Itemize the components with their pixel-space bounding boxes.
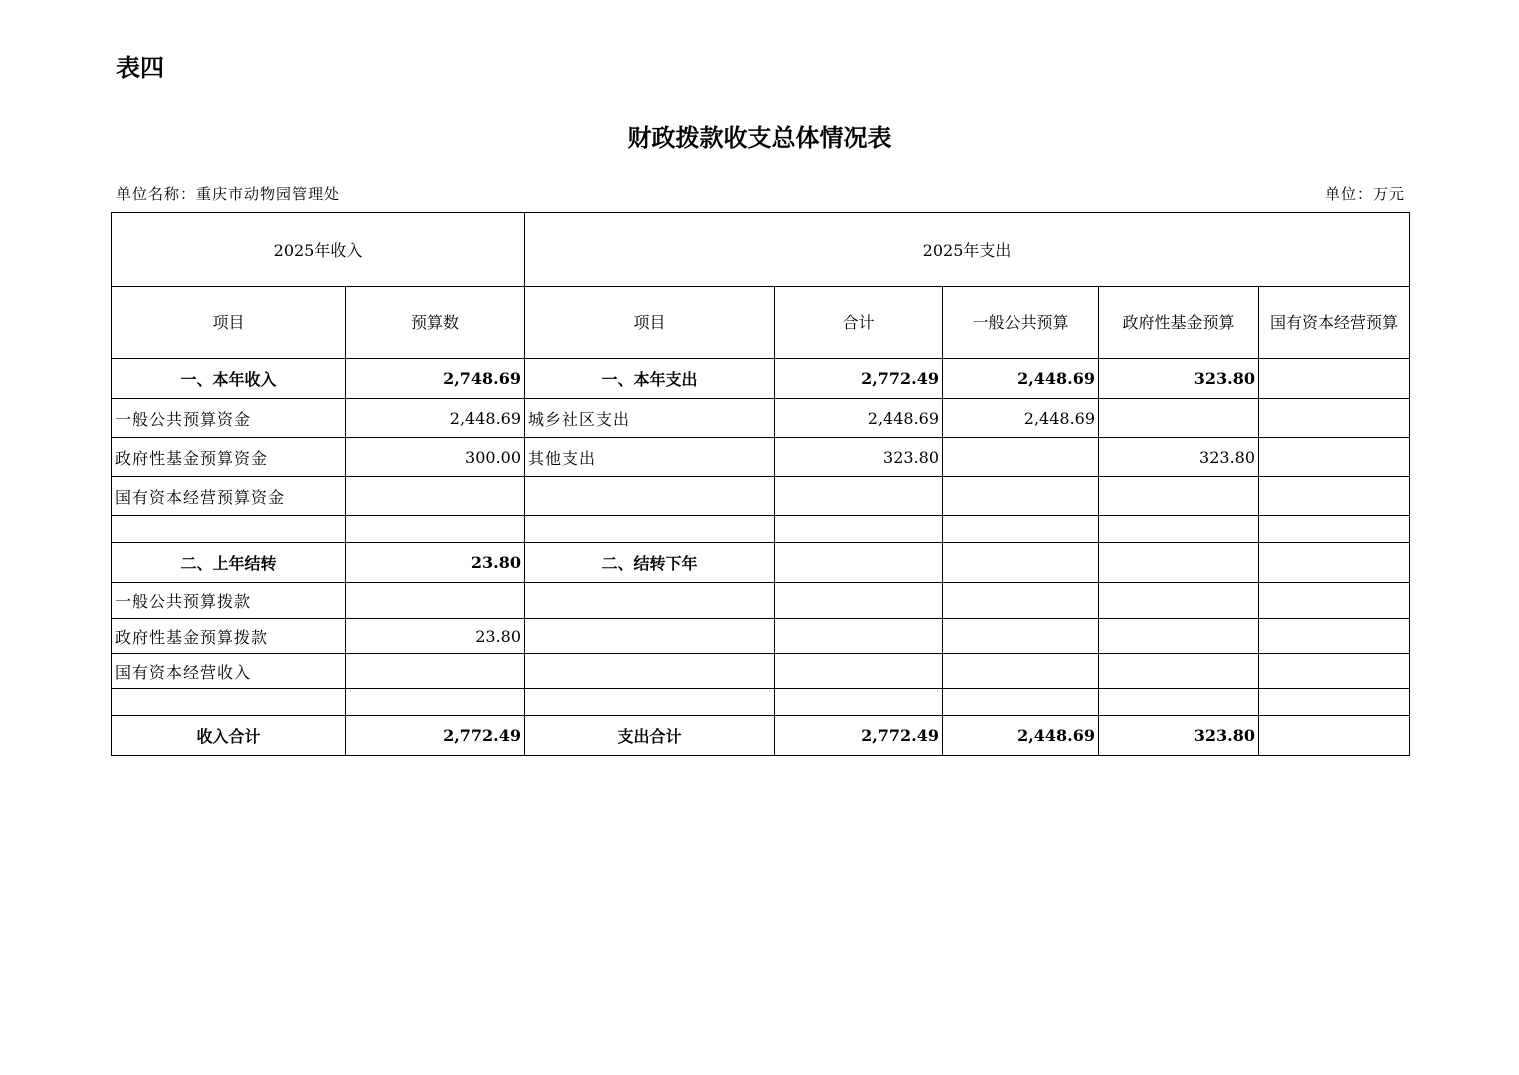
cell: [525, 477, 775, 516]
cell: [1259, 716, 1410, 756]
col-gov-fund-budget: 政府性基金预算: [1099, 287, 1259, 359]
cell: [346, 689, 525, 716]
cell: 支出合计: [525, 716, 775, 756]
cell: 收入合计: [112, 716, 346, 756]
cell: [1099, 619, 1259, 654]
cell: 城乡社区支出: [525, 399, 775, 438]
cell: 2,448.69: [775, 399, 943, 438]
cell: 2,448.69: [943, 359, 1099, 399]
cell: 政府性基金预算拨款: [112, 619, 346, 654]
income-group-header: 2025年收入: [112, 213, 525, 287]
cell: [1259, 583, 1410, 619]
cell: 323.80: [1099, 359, 1259, 399]
cell: 23.80: [346, 543, 525, 583]
document-title: [0, 118, 1519, 153]
cell: [1099, 477, 1259, 516]
cell: [1259, 359, 1410, 399]
cell: [943, 516, 1099, 543]
col-general-budget: 一般公共预算: [943, 287, 1099, 359]
col-income-item: 项目: [112, 287, 346, 359]
table-row: [112, 689, 1410, 716]
table-row: [112, 438, 1410, 477]
cell: 二、结转下年: [525, 543, 775, 583]
cell: 一般公共预算拨款: [112, 583, 346, 619]
col-total: 合计: [775, 287, 943, 359]
cell: 国有资本经营预算资金: [112, 477, 346, 516]
cell: [943, 477, 1099, 516]
cell: [525, 583, 775, 619]
cell: 二、上年结转: [112, 543, 346, 583]
cell: [775, 619, 943, 654]
cell: [1099, 516, 1259, 543]
table-row: [112, 583, 1410, 619]
cell: 2,772.49: [346, 716, 525, 756]
cell: [1099, 654, 1259, 689]
cell: [775, 689, 943, 716]
cell: 一、本年收入: [112, 359, 346, 399]
cell: [525, 689, 775, 716]
table-row: [112, 359, 1410, 399]
table-row: [112, 399, 1410, 438]
currency-unit: 单位：万元: [1324, 185, 1405, 203]
cell: 2,748.69: [346, 359, 525, 399]
cell: 323.80: [775, 438, 943, 477]
expense-group-header: 2025年支出: [525, 213, 1410, 287]
cell: [346, 477, 525, 516]
cell: [775, 543, 943, 583]
unit-name: 单位名称：重庆市动物园管理处: [116, 185, 341, 203]
cell: [775, 654, 943, 689]
column-header-row: [112, 287, 1410, 359]
cell: [1259, 399, 1410, 438]
cell: 2,448.69: [346, 399, 525, 438]
cell: 300.00: [346, 438, 525, 477]
cell: [1259, 438, 1410, 477]
cell: 2,448.69: [943, 716, 1099, 756]
table-row: [112, 654, 1410, 689]
cell: 23.80: [346, 619, 525, 654]
cell: [1259, 516, 1410, 543]
cell: 其他支出: [525, 438, 775, 477]
group-header-row: [112, 213, 1410, 287]
cell: 一、本年支出: [525, 359, 775, 399]
cell: [525, 516, 775, 543]
cell: [775, 516, 943, 543]
cell: [112, 516, 346, 543]
cell: 一般公共预算资金: [112, 399, 346, 438]
cell: [1259, 543, 1410, 583]
col-expense-item: 项目: [525, 287, 775, 359]
cell: [1259, 619, 1410, 654]
cell: [943, 689, 1099, 716]
cell: [943, 583, 1099, 619]
cell: 政府性基金预算资金: [112, 438, 346, 477]
cell: [346, 583, 525, 619]
table-row: [112, 516, 1410, 543]
col-state-capital-budget: 国有资本经营预算: [1259, 287, 1410, 359]
table-number: 表四: [116, 54, 164, 82]
title-text: 财政拨款收支总体情况表: [627, 124, 892, 152]
cell: [1099, 399, 1259, 438]
cell: [1259, 689, 1410, 716]
cell: [1099, 689, 1259, 716]
cell: [112, 689, 346, 716]
cell: 2,772.49: [775, 716, 943, 756]
cell: [525, 619, 775, 654]
cell: 国有资本经营收入: [112, 654, 346, 689]
totals-row: [112, 716, 1410, 756]
cell: 2,448.69: [943, 399, 1099, 438]
cell: [775, 583, 943, 619]
table-row: [112, 477, 1410, 516]
cell: [525, 654, 775, 689]
budget-table: [111, 212, 1410, 756]
cell: [943, 438, 1099, 477]
cell: [1259, 477, 1410, 516]
cell: [775, 477, 943, 516]
cell: 323.80: [1099, 438, 1259, 477]
cell: [346, 516, 525, 543]
cell: [1259, 654, 1410, 689]
cell: [346, 654, 525, 689]
cell: [943, 543, 1099, 583]
cell: [943, 654, 1099, 689]
table-row: [112, 543, 1410, 583]
cell: 323.80: [1099, 716, 1259, 756]
cell: [1099, 543, 1259, 583]
cell: 2,772.49: [775, 359, 943, 399]
cell: [1099, 583, 1259, 619]
col-income-budget: 预算数: [346, 287, 525, 359]
cell: [943, 619, 1099, 654]
table-row: [112, 619, 1410, 654]
